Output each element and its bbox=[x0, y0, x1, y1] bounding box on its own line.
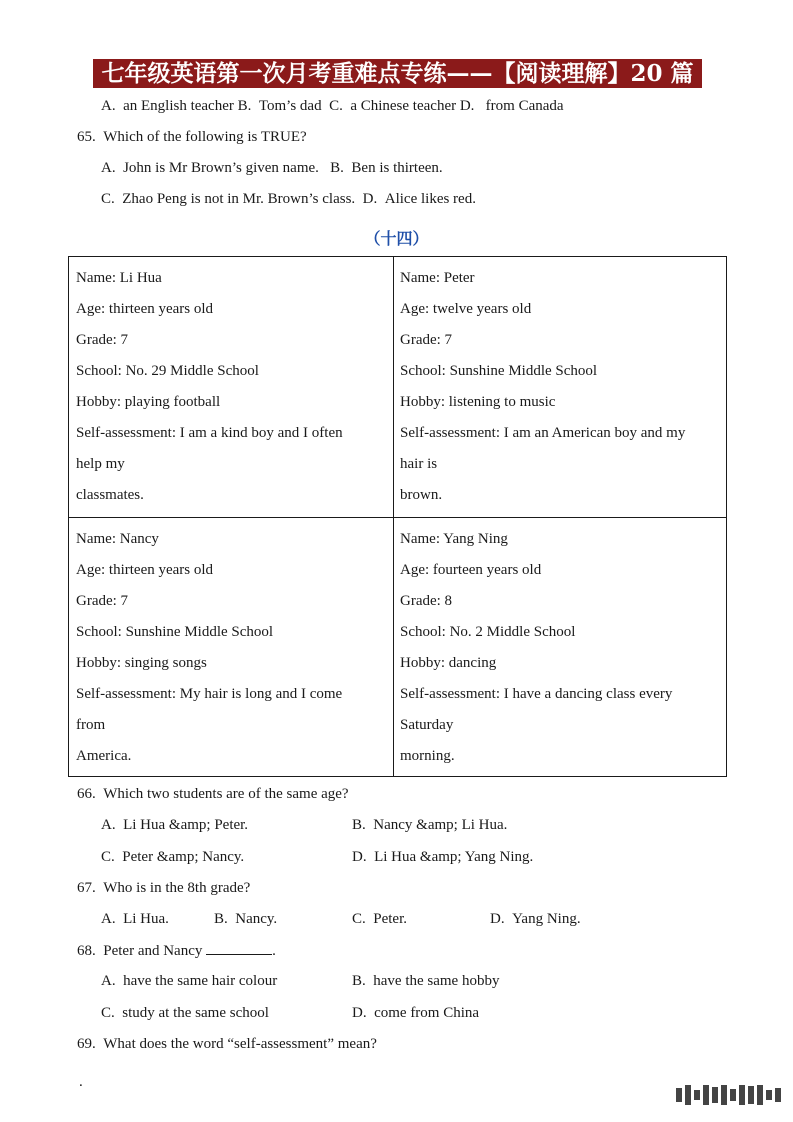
card-line: Self-assessment: My hair is long and I come bbox=[76, 686, 343, 702]
section-title: （十四） bbox=[364, 229, 429, 248]
q68-option-c: C. study at the same school bbox=[101, 1005, 269, 1021]
table-divider-horizontal bbox=[69, 517, 726, 518]
student-info-table bbox=[68, 256, 727, 777]
card-line: Self-assessment: I am an American boy and my bbox=[400, 425, 686, 441]
card-yang-ning bbox=[400, 530, 672, 778]
card-line: Grade: 7 bbox=[400, 332, 453, 348]
card-line: help my bbox=[76, 456, 125, 472]
card-peter bbox=[400, 269, 685, 517]
q68-option-b: B. have the same hobby bbox=[352, 973, 500, 989]
card-line: Name: Nancy bbox=[76, 531, 159, 547]
card-line: Grade: 8 bbox=[400, 593, 453, 609]
q65-stem: 65. Which of the following is TRUE? bbox=[77, 129, 307, 145]
card-line: Age: thirteen years old bbox=[76, 301, 214, 317]
card-line: from bbox=[76, 717, 106, 733]
q66-option-c: C. Peter &amp; Nancy. bbox=[101, 849, 245, 865]
card-line: morning. bbox=[400, 748, 455, 764]
card-line: Grade: 7 bbox=[76, 332, 129, 348]
card-line: Hobby: listening to music bbox=[400, 394, 556, 410]
card-line: brown. bbox=[400, 487, 443, 503]
card-line: Hobby: playing football bbox=[76, 394, 221, 410]
q67-option-d: D. Yang Ning. bbox=[490, 911, 581, 927]
card-line: School: No. 2 Middle School bbox=[400, 624, 576, 640]
q64-options: A. an English teacher B. Tom’s dad C. a Chinese teacher D. from Canada bbox=[101, 98, 564, 114]
q69-answer-dot: . bbox=[79, 1074, 83, 1090]
q67-option-b: B. Nancy. bbox=[214, 911, 278, 927]
watermark-icon bbox=[676, 1083, 781, 1107]
card-line: Name: Yang Ning bbox=[400, 531, 508, 547]
card-line: Saturday bbox=[400, 717, 454, 733]
q69-stem: 69. What does the word “self-assessment” mean? bbox=[77, 1036, 377, 1052]
answer-blank bbox=[206, 941, 272, 955]
q68-stem bbox=[77, 941, 276, 960]
q66-option-d: D. Li Hua &amp; Yang Ning. bbox=[352, 849, 534, 865]
card-line: School: Sunshine Middle School bbox=[76, 624, 274, 640]
card-line: Self-assessment: I have a dancing class every bbox=[400, 686, 673, 702]
card-line: Age: thirteen years old bbox=[76, 562, 214, 578]
q66-option-b: B. Nancy &amp; Li Hua. bbox=[352, 817, 508, 833]
q68-option-d: D. come from China bbox=[352, 1005, 480, 1021]
card-line: Grade: 7 bbox=[76, 593, 129, 609]
card-line: School: Sunshine Middle School bbox=[400, 363, 598, 379]
card-li-hua bbox=[76, 269, 343, 517]
card-line: Name: Li Hua bbox=[76, 270, 162, 286]
q66-stem: 66. Which two students are of the same age? bbox=[77, 786, 349, 802]
card-line: Hobby: dancing bbox=[400, 655, 497, 671]
q68-stem-text: 68. Peter and Nancy bbox=[77, 943, 203, 959]
q68-stem-end: . bbox=[272, 943, 276, 959]
card-line: classmates. bbox=[76, 487, 144, 503]
q65-options-ab: A. John is Mr Brown’s given name. B. Ben is thirteen. bbox=[101, 160, 443, 176]
q65-options-cd: C. Zhao Peng is not in Mr. Brown’s class. D. Alice likes red. bbox=[101, 191, 476, 207]
q66-option-a: A. Li Hua &amp; Peter. bbox=[101, 817, 249, 833]
card-line: Hobby: singing songs bbox=[76, 655, 207, 671]
card-nancy bbox=[76, 530, 342, 778]
q68-option-a: A. have the same hair colour bbox=[101, 973, 278, 989]
q67-option-c: C. Peter. bbox=[352, 911, 407, 927]
card-line: America. bbox=[76, 748, 132, 764]
page-title-banner: 七年级英语第一次月考重难点专练——【阅读理解】20 篇 bbox=[93, 59, 702, 88]
q67-stem: 67. Who is in the 8th grade? bbox=[77, 880, 251, 896]
card-line: Self-assessment: I am a kind boy and I often bbox=[76, 425, 343, 441]
card-line: Name: Peter bbox=[400, 270, 475, 286]
card-line: Age: fourteen years old bbox=[400, 562, 542, 578]
card-line: hair is bbox=[400, 456, 438, 472]
card-line: Age: twelve years old bbox=[400, 301, 532, 317]
q67-option-a: A. Li Hua. bbox=[101, 911, 169, 927]
card-line: School: No. 29 Middle School bbox=[76, 363, 259, 379]
